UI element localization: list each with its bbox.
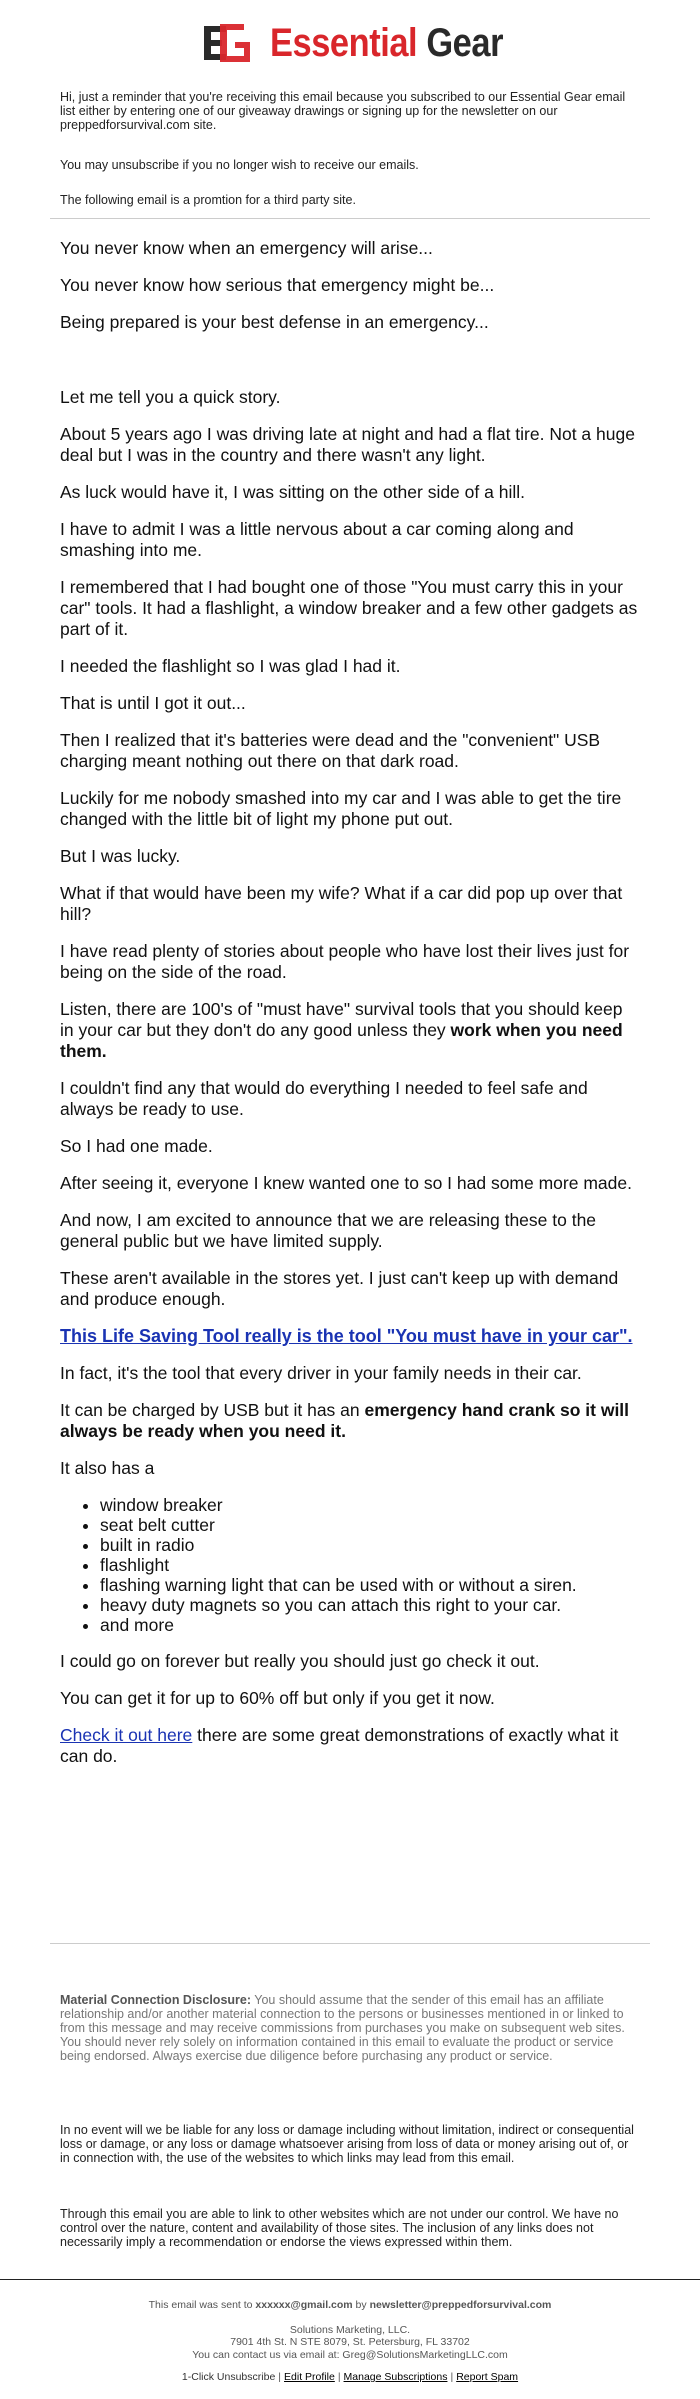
paragraph: Luckily for me nobody smashed into my car and I was able to get the tire changed with the little bit of light my phone put out.: [60, 788, 622, 829]
liability-disclaimer: In no event will we be liable for any loss or damage including without limitation, indirect or consequential loss or damage, or any loss or damage whatsoever arising from loss of data or money arising out of, or in connection with, the use of the websites to which links may lead from this email.: [60, 2123, 634, 2165]
feature-item: • seat belt cutter: [100, 1515, 640, 1535]
subscription-reminder: Hi, just a reminder that you're receiving this email because you subscribed to our Essential Gear email list either by entering one of our giveaway drawings or signing up for the newsletter on our preppedforsurvival.com site.: [60, 90, 626, 132]
spacer: [60, 349, 640, 387]
contact-line: You can contact us via email at: Greg@SolutionsMarketingLLC.com: [192, 2349, 508, 2361]
paragraph: I have to admit I was a little nervous about a car coming along and smashing into me.: [60, 519, 574, 560]
emphasis-text: emergency hand crank so it will always be ready when you need it.: [60, 1400, 630, 1441]
footer-divider: [0, 2279, 700, 2280]
essential-gear-logo-icon: [200, 20, 258, 66]
paragraph: In fact, it's the tool that every driver in your family needs in their car.: [60, 1363, 582, 1383]
paragraph: But I was lucky.: [60, 846, 181, 866]
separator: |: [450, 2371, 454, 2383]
brand-name: [270, 20, 503, 66]
paragraph: I could go on forever but really you should just go check it out.: [60, 1651, 540, 1671]
check-it-out-link[interactable]: Check it out here: [60, 1725, 193, 1745]
paragraph: About 5 years ago I was driving late at night and had a flat tire. Not a huge deal but I was in the country and there wasn't any light.: [60, 424, 635, 465]
recipient-email: xxxxxx@gmail.com: [255, 2299, 353, 2311]
feature-item: • flashlight: [100, 1555, 640, 1575]
paragraph: I needed the flashlight so I was glad I had it.: [60, 656, 401, 676]
cta-paragraph: [60, 1725, 640, 1767]
cta-text: there are some great demonstrations of exactly what it can do.: [60, 1725, 619, 1766]
paragraph: I couldn't find any that would do everything I needed to feel safe and always be ready to use.: [60, 1078, 588, 1119]
divider: [50, 218, 650, 219]
email-body: [60, 238, 640, 1783]
sent-to-line: [0, 2299, 700, 2311]
feature-item: • flashing warning light that can be used with or without a siren.: [100, 1575, 640, 1595]
life-saving-tool-link[interactable]: This Life Saving Tool really is the tool "You must have in your car".: [60, 1326, 633, 1346]
paragraph: Then I realized that it's batteries were dead and the "convenient" USB charging meant nothing out there on that dark road.: [60, 730, 601, 771]
edit-profile-link[interactable]: Edit Profile: [284, 2371, 335, 2383]
sent-prefix: This email was sent to: [148, 2299, 256, 2311]
paragraph: It also has a: [60, 1458, 155, 1478]
promotion-note: The following email is a promtion for a third party site.: [60, 193, 356, 207]
brand-name-second: Gear: [426, 21, 504, 65]
street-address: 7901 4th St. N STE 8079, St. Petersburg, FL 33702: [230, 2336, 470, 2348]
disclosure-text: You should assume that the sender of this email has an affiliate relationship and/or another material connection to the persons or businesses mentioned in or linked to from this message and may receive commissions from purchases you make on subsequent web sites. You should never rely solely on information contained in this email to evaluate the product or service being endorsed. Always exercise due diligence before purchasing any product or service.: [60, 1993, 625, 2063]
manage-subscriptions-link[interactable]: Manage Subscriptions: [343, 2371, 448, 2383]
material-disclosure: [60, 1993, 640, 2063]
intro-line: Being prepared is your best defense in an emergency...: [60, 312, 489, 332]
paragraph: [60, 1400, 640, 1442]
company-name: Solutions Marketing, LLC.: [289, 2324, 411, 2336]
sent-by-prefix: by: [352, 2299, 370, 2311]
footer-links: [0, 2371, 700, 2383]
paragraph: These aren't available in the stores yet. I just can't keep up with demand and produce enough.: [60, 1268, 619, 1309]
feature-item: • window breaker: [100, 1495, 640, 1515]
feature-item: • built in radio: [100, 1535, 640, 1555]
separator: |: [278, 2371, 282, 2383]
main-link-paragraph: [60, 1326, 640, 1347]
paragraph: That is until I got it out...: [60, 693, 246, 713]
paragraph: As luck would have it, I was sitting on the other side of a hill.: [60, 482, 525, 502]
paragraph: [60, 999, 640, 1062]
emphasis-text: work when you need them.: [60, 1020, 623, 1061]
paragraph: So I had one made.: [60, 1136, 213, 1156]
report-spam-link[interactable]: Report Spam: [456, 2371, 519, 2383]
paragraph: After seeing it, everyone I knew wanted one to so I had some more made.: [60, 1173, 632, 1193]
paragraph: I have read plenty of stories about people who have lost their lives just for being on the side of the road.: [60, 941, 630, 982]
external-links-disclaimer: Through this email you are able to link to other websites which are not under our control. We have no control over the nature, content and availability of those sites. The inclusion of any links does not necessarily imply a recommendation or endorse the views expressed within them.: [60, 2207, 619, 2249]
disclosure-title: Material Connection Disclosure:: [60, 1993, 252, 2007]
feature-item: • and more: [100, 1615, 640, 1635]
paragraph: Let me tell you a quick story.: [60, 387, 281, 407]
unsubscribe-note: You may unsubscribe if you no longer wish to receive our emails.: [60, 158, 419, 172]
brand-logo: [50, 18, 650, 68]
one-click-unsubscribe-label: 1-Click Unsubscribe: [181, 2371, 276, 2383]
brand-name-first: Essential: [270, 21, 418, 65]
intro-line: You never know when an emergency will arise...: [60, 238, 433, 258]
feature-list: [60, 1495, 640, 1635]
paragraph: What if that would have been my wife? What if a car did pop up over that hill?: [60, 883, 623, 924]
paragraph-text: Listen, there are 100's of "must have" survival tools that you should keep in your car but they don't do any good unless they: [60, 999, 623, 1040]
company-address: [0, 2324, 700, 2348]
paragraph: And now, I am excited to announce that we are releasing these to the general public but we have limited supply.: [60, 1210, 597, 1251]
sender-email: newsletter@preppedforsurvival.com: [369, 2299, 552, 2311]
paragraph-text: It can be charged by USB but it has an: [60, 1400, 365, 1420]
intro-line: You never know how serious that emergency might be...: [60, 275, 495, 295]
feature-item: • heavy duty magnets so you can attach this right to your car.: [100, 1595, 640, 1615]
separator: |: [337, 2371, 341, 2383]
divider: [50, 1943, 650, 1944]
paragraph: I remembered that I had bought one of those "You must carry this in your car" tools. It had a flashlight, a window breaker and a few other gadgets as part of it.: [60, 577, 638, 639]
paragraph: You can get it for up to 60% off but only if you get it now.: [60, 1688, 495, 1708]
